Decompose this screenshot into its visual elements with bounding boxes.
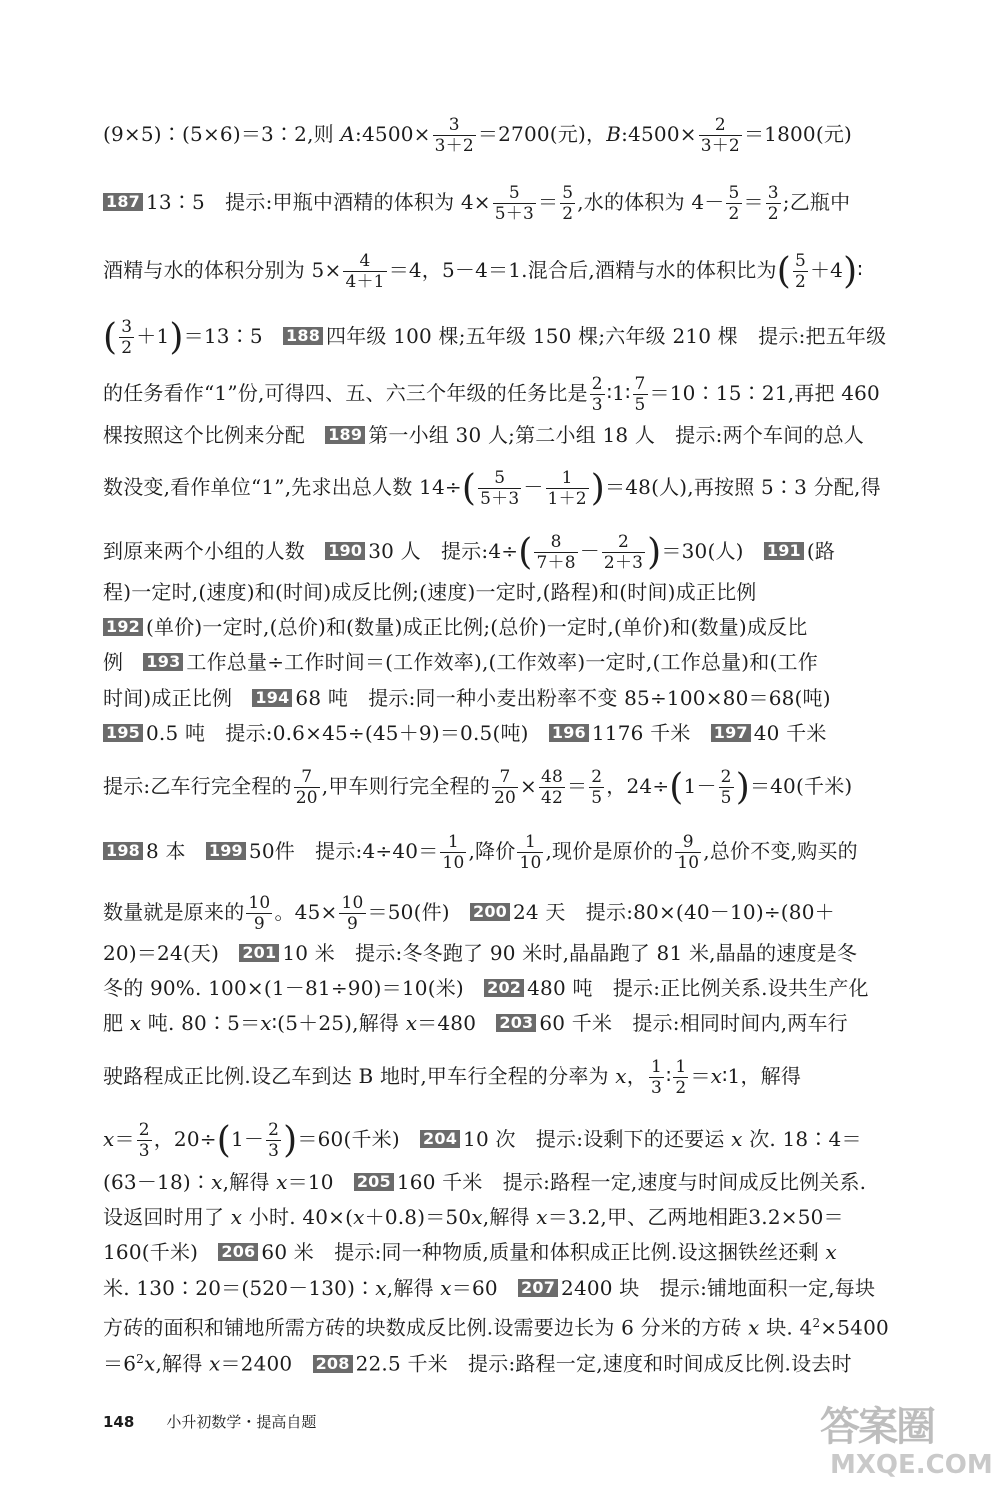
text: 工作总量÷工作时间＝(工作效率),(工作效率)一定时,(工作总量)和(工作	[186, 650, 818, 674]
text: ＝60(千米)	[297, 1127, 421, 1151]
var: x	[143, 1351, 156, 1376]
superscript: 2	[812, 1316, 821, 1330]
fraction	[766, 183, 781, 224]
var: x	[440, 1276, 452, 1300]
numerator: 7	[492, 767, 518, 788]
fraction	[517, 832, 543, 873]
fraction	[534, 532, 577, 573]
text: ，	[626, 1064, 647, 1088]
text: 酒精与水的体积分别为 5×	[103, 258, 342, 282]
numerator: 2	[591, 767, 603, 787]
numerator: 2	[602, 532, 645, 553]
denominator: 2	[675, 1078, 687, 1098]
numerator: 1	[440, 832, 466, 853]
fraction	[673, 1057, 688, 1098]
denominator: 2	[562, 204, 574, 224]
text: 数没变,看作单位“1”,先求出总人数 14÷	[103, 475, 462, 499]
text: (9×5)∶(5×6)＝3∶2,则	[103, 122, 341, 146]
text: ＝1800(元)	[743, 122, 853, 146]
watermark-logo: 答案圈	[820, 1404, 934, 1450]
question-number-badge: 207	[518, 1279, 558, 1297]
text: :4500×	[621, 122, 697, 146]
question-number-badge: 200	[470, 903, 510, 921]
left-paren: (	[461, 467, 477, 509]
text: 吨. 80∶5＝	[141, 1011, 261, 1035]
fraction	[590, 374, 605, 415]
denominator: 10	[677, 853, 700, 873]
text: 1－	[683, 774, 717, 798]
text: ＝50(件)	[367, 900, 470, 924]
text: －	[579, 539, 600, 563]
text: 棵按照这个比例来分配	[103, 423, 326, 447]
text: 10 米 提示:冬冬跑了 90 米时,晶晶跑了 81 米,晶晶的速度是冬	[282, 941, 858, 965]
question-number-badge: 198	[103, 842, 143, 860]
var: x	[211, 1170, 223, 1194]
question-number-badge: 203	[496, 1014, 536, 1032]
text: 提示:乙车行完全程的	[103, 774, 292, 798]
fraction	[492, 767, 518, 808]
denominator: 7＋8	[536, 553, 576, 573]
text: 68 吨 提示:同一种小麦出粉率不变 85÷100×80＝68(吨)	[295, 686, 831, 710]
question-number-badge: 208	[313, 1355, 353, 1373]
right-paren: )	[843, 250, 858, 292]
text: 60 千米 提示:相同时间内,两车行	[539, 1011, 848, 1035]
right-paren: )	[169, 316, 184, 358]
text: ＝40(千米)	[749, 774, 853, 798]
denominator: 10	[519, 853, 542, 873]
fraction	[633, 374, 648, 415]
text: 块. 4	[759, 1315, 813, 1340]
denominator: 2	[794, 272, 806, 292]
text: 160(千米)	[103, 1240, 219, 1264]
text: 米. 130∶20＝(520－130)∶	[103, 1276, 376, 1300]
answer-line-1	[103, 115, 941, 156]
fraction	[793, 251, 808, 292]
var: x	[208, 1351, 221, 1376]
question-number-badge: 187	[103, 193, 143, 211]
numerator: 4	[343, 251, 386, 272]
text: ＋4	[809, 258, 844, 282]
text: 22.5 千米 提示:路程一定,速度和时间成反比例.设去时	[355, 1351, 852, 1376]
text: 的任务看作“1”份,可得四、五、六三个年级的任务比是	[103, 381, 588, 405]
answer-line-7	[103, 468, 941, 509]
var: x	[375, 1276, 387, 1300]
answer-line-27	[103, 1345, 941, 1378]
text: 次. 18∶4＝	[742, 1127, 862, 1151]
answer-line-17	[103, 939, 941, 967]
fraction	[675, 832, 701, 873]
question-number-badge: 194	[252, 689, 292, 707]
question-number-badge: 206	[218, 1243, 258, 1261]
text: ,甲车则行完全程的	[321, 774, 490, 798]
answer-line-24	[103, 1238, 941, 1266]
numerator: 1	[675, 1057, 687, 1077]
denominator: 5	[720, 788, 732, 808]
denominator: 2	[728, 204, 740, 224]
var: x	[276, 1170, 288, 1194]
text: ＝480	[417, 1011, 497, 1035]
var: x	[260, 1011, 272, 1035]
text: 肥	[103, 1011, 130, 1035]
text: 160 千米 提示:路程一定,速度与时间成反比例关系.	[396, 1170, 867, 1194]
text: ∶1∶	[606, 381, 631, 405]
denominator: 2	[767, 204, 779, 224]
answer-line-4	[103, 317, 941, 358]
answer-line-12	[103, 684, 941, 712]
text: 例	[103, 650, 144, 674]
numerator: 5	[562, 183, 574, 203]
text: 10 次 提示:设剩下的还要运	[463, 1127, 732, 1151]
var: x	[731, 1127, 743, 1151]
text: ＝	[567, 774, 588, 798]
question-number-badge: 190	[325, 542, 365, 560]
question-number-badge: 193	[143, 653, 183, 671]
text: 数量就是原来的	[103, 900, 245, 924]
fraction	[339, 893, 365, 934]
var: x	[536, 1205, 548, 1229]
text: 13∶5 提示:甲瓶中酒精的体积为 4×	[146, 190, 491, 214]
right-paren: )	[735, 766, 750, 808]
text: 480 吨 提示:正比例关系.设共生产化	[527, 976, 869, 1000]
var: x	[353, 1205, 365, 1229]
fraction	[294, 767, 320, 808]
answer-line-6	[103, 421, 941, 449]
answer-line-2	[103, 183, 941, 224]
text: 0.5 吨 提示:0.6×45÷(45＋9)＝0.5(吨)	[146, 721, 549, 745]
answer-line-10	[103, 613, 941, 641]
right-paren: )	[647, 531, 662, 573]
question-number-badge: 197	[711, 724, 751, 742]
numerator: 2	[138, 1120, 150, 1140]
numerator: 1	[517, 832, 543, 853]
var: x	[748, 1315, 760, 1340]
text: ∶(5＋25),解得	[271, 1011, 406, 1035]
denominator: 5＋3	[480, 489, 520, 509]
text: 8 本	[146, 839, 206, 863]
text: 60 米 提示:同一种物质,质量和体积成正比例.设这捆铁丝还剩	[261, 1240, 826, 1264]
text: 冬的 90%. 100×(1－81÷90)＝10(米)	[103, 976, 485, 1000]
text: ＝	[114, 1127, 135, 1151]
numerator: 2	[699, 115, 742, 136]
text: 时间)成正比例	[103, 686, 253, 710]
answer-line-25	[103, 1274, 941, 1302]
right-paren: )	[283, 1119, 298, 1161]
text: ＝13∶5	[183, 324, 284, 348]
denominator: 42	[540, 788, 564, 808]
denominator: 2	[121, 338, 133, 358]
text: (63－18)∶	[103, 1170, 212, 1194]
question-number-badge: 199	[206, 842, 246, 860]
fraction	[493, 183, 536, 224]
left-paren: (	[669, 766, 684, 808]
text: ∶	[666, 1064, 672, 1088]
var: A	[340, 122, 356, 146]
numerator: 1	[650, 1057, 663, 1077]
fraction	[478, 468, 521, 509]
answer-line-13	[103, 719, 941, 747]
numerator: 3	[433, 115, 476, 136]
text: ＝	[538, 190, 559, 214]
text: －	[523, 475, 544, 499]
answer-line-21	[103, 1120, 941, 1161]
answer-line-19	[103, 1009, 941, 1037]
fraction	[589, 767, 604, 808]
numerator: 8	[534, 532, 577, 553]
fraction	[343, 251, 386, 292]
answer-line-5	[103, 374, 941, 415]
superscript: 2	[136, 1352, 144, 1366]
text: ＝	[690, 1064, 711, 1088]
text: (单价)一定时,(总价)和(数量)成正比例;(总价)一定时,(单价)和(数量)成反比	[146, 615, 808, 639]
numerator: 10	[248, 893, 271, 913]
answer-line-20	[103, 1057, 941, 1098]
question-number-badge: 195	[103, 724, 143, 742]
text: 四年级 100 棵;五年级 150 棵;六年级 210 棵 提示:把五年级	[326, 324, 887, 348]
text: 小时. 40×(	[242, 1205, 354, 1229]
question-number-badge: 189	[325, 426, 365, 444]
text: ＋0.8)＝50	[364, 1205, 472, 1229]
text: ＝4，5－4＝1.混合后,酒精与水的体积比为	[388, 258, 777, 282]
question-number-badge: 205	[354, 1173, 394, 1191]
fraction	[699, 115, 742, 156]
text: ＝	[743, 190, 764, 214]
text: 40 千米	[753, 721, 827, 745]
var: x	[710, 1064, 723, 1088]
numerator: 9	[675, 832, 701, 853]
denominator: 20	[493, 788, 517, 808]
fraction	[726, 183, 741, 224]
text: ,总价不变,购买的	[703, 839, 858, 863]
text: 驶路程成正比例.设乙车到达 B 地时,甲车行全程的分率为	[103, 1064, 616, 1088]
text: 设返回时用了	[103, 1205, 231, 1229]
fraction	[440, 832, 466, 873]
var: B	[606, 122, 622, 146]
numerator: 3	[767, 183, 779, 203]
book-title: 小升初数学・提高自题	[166, 1413, 317, 1431]
denominator: 1＋2	[547, 489, 587, 509]
text: 第一小组 30 人;第二小组 18 人 提示:两个车间的总人	[368, 423, 865, 447]
page-footer	[103, 1411, 316, 1432]
text: 程)一定时,(速度)和(时间)成反比例;(速度)一定时,(路程)和(时间)成正比例	[103, 580, 757, 604]
text: 20)＝24(天)	[103, 941, 240, 965]
text: ∶	[857, 258, 863, 282]
left-paren: (	[518, 531, 533, 573]
fraction	[602, 532, 645, 573]
text: ∶1，解得	[722, 1064, 802, 1088]
var: x	[230, 1205, 243, 1229]
numerator: 2	[268, 1120, 280, 1140]
text: ＝10	[287, 1170, 354, 1194]
text: ＝3.2,甲、乙两地相距3.2×50＝	[547, 1205, 844, 1229]
denominator: 9	[253, 914, 265, 934]
text: ,降价	[468, 839, 516, 863]
denominator: 3	[591, 395, 603, 415]
text: ，24÷	[606, 774, 670, 798]
text: ,解得	[386, 1276, 441, 1300]
numerator: 5	[493, 183, 536, 204]
denominator: 3	[268, 1141, 280, 1161]
answer-line-16	[103, 893, 941, 934]
answer-line-3	[103, 251, 941, 292]
text: ×	[520, 774, 537, 798]
fraction	[546, 468, 589, 509]
fraction	[266, 1120, 281, 1161]
numerator: 5	[728, 183, 740, 203]
numerator: 1	[546, 468, 589, 489]
right-paren: )	[590, 467, 606, 509]
denominator: 5	[591, 788, 603, 808]
answer-line-26	[103, 1309, 941, 1342]
text: 1－	[230, 1127, 265, 1151]
numerator: 5	[794, 251, 806, 271]
question-number-badge: 192	[103, 618, 143, 636]
numerator: 7	[634, 374, 646, 394]
text: 到原来两个小组的人数	[103, 539, 326, 563]
answer-line-18	[103, 974, 941, 1002]
question-number-badge: 196	[549, 724, 589, 742]
text: ＝2400	[220, 1351, 313, 1376]
numerator: 2	[591, 374, 603, 394]
var: x	[825, 1240, 837, 1264]
left-paren: (	[103, 316, 118, 358]
answer-line-9	[103, 578, 941, 606]
left-paren: (	[216, 1119, 231, 1161]
text: 1176 千米	[591, 721, 711, 745]
text: ＝10∶15∶21,再把 460	[649, 381, 880, 405]
text: ;乙瓶中	[782, 190, 851, 214]
text: ＝60	[451, 1276, 519, 1300]
text: ,解得	[155, 1351, 209, 1376]
text: ,解得	[482, 1205, 537, 1229]
left-paren: (	[776, 250, 791, 292]
answer-line-23	[103, 1203, 941, 1231]
text: ,解得	[222, 1170, 277, 1194]
fraction	[539, 767, 565, 808]
question-number-badge: 201	[239, 944, 279, 962]
text: ,水的体积为 4－	[577, 190, 725, 214]
denominator: 5＋3	[494, 204, 534, 224]
text: ×5400	[820, 1315, 889, 1340]
fraction	[246, 893, 272, 934]
text: ＝30(人)	[661, 539, 764, 563]
denominator: 10	[442, 853, 465, 873]
text: ＝6	[103, 1351, 137, 1376]
numerator: 2	[720, 767, 732, 787]
text: ＋1	[136, 324, 170, 348]
fraction	[560, 183, 575, 224]
text: ，20÷	[153, 1127, 217, 1151]
answer-line-22	[103, 1168, 941, 1196]
text: ＝2700(元)，	[477, 122, 607, 146]
denominator: 5	[634, 395, 646, 415]
denominator: 3	[138, 1141, 150, 1161]
var: x	[405, 1011, 418, 1035]
denominator: 2＋3	[603, 553, 644, 573]
text: :4500×	[355, 122, 431, 146]
watermark-url: MXQE.COM	[830, 1450, 993, 1480]
fraction	[433, 115, 476, 156]
denominator: 4＋1	[345, 272, 385, 292]
question-number-badge: 191	[764, 542, 804, 560]
fraction	[649, 1057, 664, 1098]
text: ,现价是原价的	[545, 839, 674, 863]
numerator: 48	[540, 767, 564, 787]
page-number: 148	[103, 1413, 135, 1431]
question-number-badge: 188	[283, 327, 323, 345]
text: 。45×	[274, 900, 338, 924]
text: 50件 提示:4÷40＝	[248, 839, 439, 863]
denominator: 20	[295, 788, 318, 808]
question-number-badge: 202	[484, 979, 524, 997]
fraction	[137, 1120, 152, 1161]
numerator: 7	[294, 767, 320, 788]
watermark	[820, 1395, 995, 1490]
text: (路	[806, 539, 836, 563]
answer-line-8	[103, 532, 941, 573]
text: 方砖的面积和铺地所需方砖的块数成反比例.设需要边长为 6 分米的方砖	[103, 1315, 749, 1340]
fraction	[719, 767, 734, 808]
var: x	[615, 1064, 627, 1088]
fraction	[119, 317, 134, 358]
var: x	[103, 1127, 115, 1151]
question-number-badge: 204	[420, 1130, 460, 1148]
numerator: 5	[478, 468, 521, 489]
answer-line-11	[103, 648, 941, 676]
denominator: 9	[346, 914, 358, 934]
text: 24 天 提示:80×(40－10)÷(80＋	[512, 900, 835, 924]
text: 30 人 提示:4÷	[368, 539, 519, 563]
text: ＝48(人),再按照 5∶3 分配,得	[605, 475, 881, 499]
denominator: 3	[650, 1078, 663, 1098]
answer-line-14	[103, 767, 941, 808]
answer-line-15	[103, 832, 941, 873]
numerator: 10	[341, 893, 364, 913]
var: x	[471, 1205, 483, 1229]
text: 2400 块 提示:铺地面积一定,每块	[561, 1276, 876, 1300]
var: x	[129, 1011, 142, 1035]
denominator: 3＋2	[434, 136, 474, 156]
denominator: 3＋2	[700, 136, 740, 156]
numerator: 3	[121, 317, 133, 337]
